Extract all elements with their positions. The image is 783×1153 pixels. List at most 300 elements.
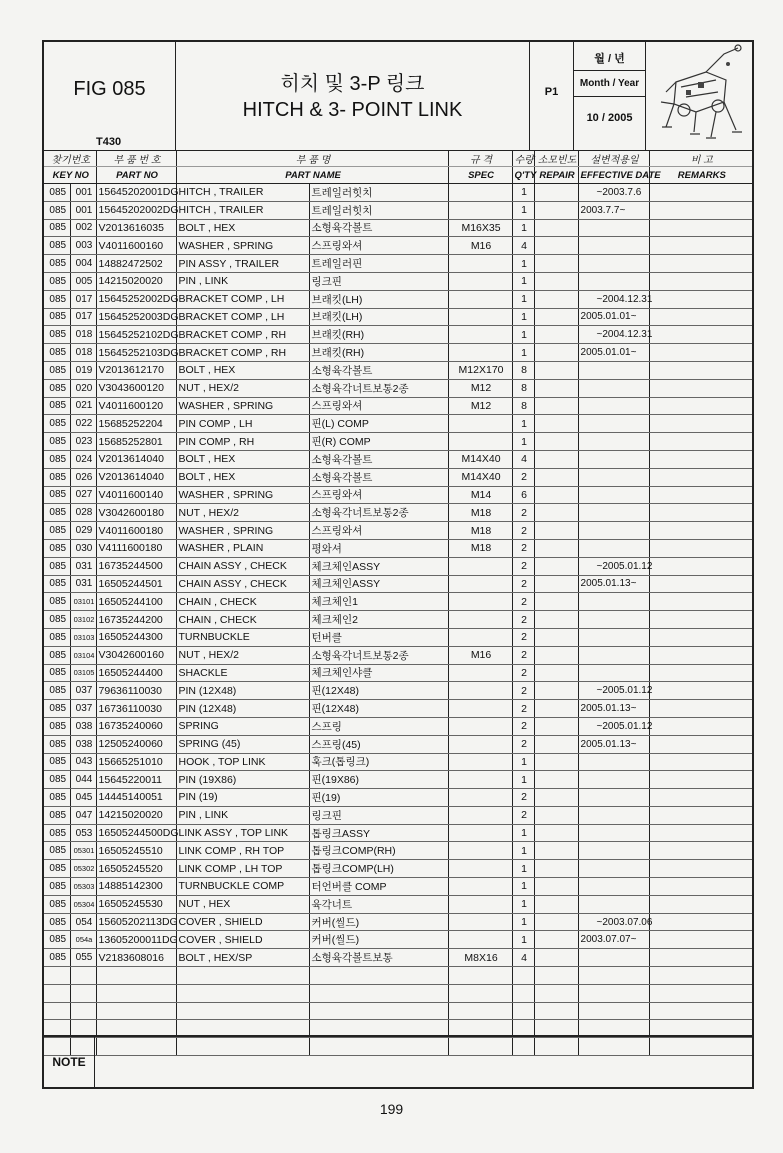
cell-fig: 085 bbox=[44, 895, 70, 913]
cell-name-ko: 트레일러힛치 bbox=[309, 201, 448, 219]
cell-key: 038 bbox=[70, 717, 96, 735]
cell-name-ko: 체크체인1 bbox=[309, 593, 448, 611]
cell-name-ko: 스프링와셔 bbox=[309, 522, 448, 540]
cell-key: 037 bbox=[70, 682, 96, 700]
cell-remarks bbox=[649, 806, 752, 824]
cell-qty: 1 bbox=[512, 895, 534, 913]
cell-spec bbox=[448, 789, 512, 807]
cell-name-ko: 소형육각너트보통2종 bbox=[309, 646, 448, 664]
cell-qty: 2 bbox=[512, 646, 534, 664]
cell-name-ko: 핀(19X86) bbox=[309, 771, 448, 789]
table-row bbox=[44, 201, 752, 219]
blank-cell bbox=[70, 984, 96, 1002]
date-label-korean: 월 / 년 bbox=[594, 53, 625, 65]
table-row bbox=[44, 433, 752, 451]
cell-part-no: 16735244200 bbox=[96, 611, 176, 629]
cell-qty: 2 bbox=[512, 611, 534, 629]
cell-spec: M8X16 bbox=[448, 949, 512, 967]
table-row bbox=[44, 700, 752, 718]
cell-spec bbox=[448, 326, 512, 344]
cell-name-en: SHACKLE bbox=[176, 664, 309, 682]
table-row bbox=[44, 931, 752, 949]
cell-name-ko: 소형육각볼트 bbox=[309, 219, 448, 237]
cell-part-no: 14215020020 bbox=[96, 806, 176, 824]
table-row bbox=[44, 468, 752, 486]
cell-qty: 1 bbox=[512, 433, 534, 451]
col-spec-en: SPEC bbox=[448, 167, 512, 184]
cell-repair bbox=[534, 593, 578, 611]
cell-name-ko: 브래킷(RH) bbox=[309, 344, 448, 362]
cell-fig: 085 bbox=[44, 272, 70, 290]
cell-spec: M16X35 bbox=[448, 219, 512, 237]
cell-spec: M14 bbox=[448, 486, 512, 504]
cell-part-no: V4011600140 bbox=[96, 486, 176, 504]
cell-key: 053 bbox=[70, 824, 96, 842]
cell-remarks bbox=[649, 860, 752, 878]
cell-repair bbox=[534, 237, 578, 255]
page-cell bbox=[530, 42, 574, 150]
cell-name-ko: 체크체인ASSY bbox=[309, 557, 448, 575]
blank-cell bbox=[176, 984, 309, 1002]
cell-effective-date bbox=[578, 860, 649, 878]
hitch-drawing-icon bbox=[646, 42, 752, 146]
cell-fig: 085 bbox=[44, 201, 70, 219]
cell-qty: 2 bbox=[512, 682, 534, 700]
cell-fig: 085 bbox=[44, 575, 70, 593]
cell-remarks bbox=[649, 201, 752, 219]
cell-spec bbox=[448, 931, 512, 949]
cell-spec bbox=[448, 344, 512, 362]
cell-name-ko: 스프링와셔 bbox=[309, 237, 448, 255]
cell-part-no: 15605202113DG bbox=[96, 913, 176, 931]
col-repair-ko: 소모빈도 bbox=[534, 150, 578, 167]
cell-name-ko: 소형육각볼트보통 bbox=[309, 949, 448, 967]
cell-part-no: 16505245510 bbox=[96, 842, 176, 860]
cell-remarks bbox=[649, 895, 752, 913]
cell-qty: 2 bbox=[512, 664, 534, 682]
cell-remarks bbox=[649, 557, 752, 575]
cell-qty: 1 bbox=[512, 290, 534, 308]
cell-part-no: 16736110030 bbox=[96, 700, 176, 718]
cell-fig: 085 bbox=[44, 379, 70, 397]
model-name: T430 bbox=[96, 136, 122, 148]
cell-name-ko: 스프링 bbox=[309, 717, 448, 735]
cell-spec bbox=[448, 806, 512, 824]
cell-name-en: HITCH , TRAILER bbox=[176, 201, 309, 219]
cell-effective-date bbox=[578, 753, 649, 771]
cell-name-en: HOOK , TOP LINK bbox=[176, 753, 309, 771]
cell-part-no: V2013614040 bbox=[96, 450, 176, 468]
cell-qty: 1 bbox=[512, 824, 534, 842]
cell-effective-date bbox=[578, 789, 649, 807]
cell-qty: 4 bbox=[512, 237, 534, 255]
cell-name-en: COVER , SHIELD bbox=[176, 931, 309, 949]
cell-name-ko: 소형육각너트보통2종 bbox=[309, 504, 448, 522]
cell-key: 001 bbox=[70, 184, 96, 202]
cell-remarks bbox=[649, 593, 752, 611]
cell-repair bbox=[534, 611, 578, 629]
cell-remarks bbox=[649, 379, 752, 397]
cell-effective-date: ~2005.01.12 bbox=[578, 557, 649, 575]
cell-spec bbox=[448, 201, 512, 219]
cell-name-en: BOLT , HEX/SP bbox=[176, 949, 309, 967]
cell-spec bbox=[448, 824, 512, 842]
cell-spec bbox=[448, 878, 512, 896]
cell-qty: 1 bbox=[512, 753, 534, 771]
cell-effective-date bbox=[578, 539, 649, 557]
table-row bbox=[44, 450, 752, 468]
cell-key: 031 bbox=[70, 575, 96, 593]
cell-name-en: COVER , SHIELD bbox=[176, 913, 309, 931]
cell-spec bbox=[448, 700, 512, 718]
blank-row bbox=[44, 1002, 752, 1020]
cell-part-no: 15685252801 bbox=[96, 433, 176, 451]
blank-cell bbox=[649, 1002, 752, 1020]
cell-qty: 2 bbox=[512, 522, 534, 540]
cell-key: 054a bbox=[70, 931, 96, 949]
cell-name-en: CHAIN ASSY , CHECK bbox=[176, 557, 309, 575]
cell-key: 03105 bbox=[70, 664, 96, 682]
cell-key: 003 bbox=[70, 237, 96, 255]
title-cell bbox=[176, 42, 530, 150]
blank-cell bbox=[70, 967, 96, 985]
table-row bbox=[44, 682, 752, 700]
cell-qty: 4 bbox=[512, 450, 534, 468]
cell-qty: 2 bbox=[512, 504, 534, 522]
cell-name-en: NUT , HEX/2 bbox=[176, 379, 309, 397]
blank-cell bbox=[44, 984, 70, 1002]
cell-effective-date bbox=[578, 379, 649, 397]
cell-qty: 1 bbox=[512, 308, 534, 326]
cell-fig: 085 bbox=[44, 433, 70, 451]
cell-effective-date bbox=[578, 593, 649, 611]
cell-remarks bbox=[649, 949, 752, 967]
cell-name-en: BOLT , HEX bbox=[176, 468, 309, 486]
cell-name-ko: 핀(L) COMP bbox=[309, 415, 448, 433]
cell-part-no: 15645252003DG bbox=[96, 308, 176, 326]
cell-effective-date: ~2005.01.12 bbox=[578, 682, 649, 700]
cell-name-en: PIN COMP , LH bbox=[176, 415, 309, 433]
cell-part-no: V4011600120 bbox=[96, 397, 176, 415]
cell-repair bbox=[534, 753, 578, 771]
cell-key: 022 bbox=[70, 415, 96, 433]
blank-cell bbox=[176, 1002, 309, 1020]
cell-remarks bbox=[649, 468, 752, 486]
note-section bbox=[44, 1035, 752, 1087]
cell-key: 03102 bbox=[70, 611, 96, 629]
cell-key: 038 bbox=[70, 735, 96, 753]
cell-qty: 2 bbox=[512, 717, 534, 735]
cell-fig: 085 bbox=[44, 628, 70, 646]
cell-remarks bbox=[649, 522, 752, 540]
cell-key: 03101 bbox=[70, 593, 96, 611]
col-key-en: KEY NO bbox=[44, 167, 96, 184]
cell-repair bbox=[534, 433, 578, 451]
table-row bbox=[44, 290, 752, 308]
cell-fig: 085 bbox=[44, 806, 70, 824]
table-row bbox=[44, 717, 752, 735]
table-row bbox=[44, 593, 752, 611]
cell-effective-date: ~2003.07.06 bbox=[578, 913, 649, 931]
cell-name-en: LINK COMP , LH TOP bbox=[176, 860, 309, 878]
cell-spec: M12 bbox=[448, 397, 512, 415]
cell-fig: 085 bbox=[44, 735, 70, 753]
col-eff-ko: 설변적용일 bbox=[578, 150, 649, 167]
cell-remarks bbox=[649, 717, 752, 735]
cell-spec bbox=[448, 611, 512, 629]
cell-name-en: PIN (12X48) bbox=[176, 700, 309, 718]
cell-name-en: BRACKET COMP , LH bbox=[176, 290, 309, 308]
cell-repair bbox=[534, 771, 578, 789]
cell-key: 021 bbox=[70, 397, 96, 415]
col-partname-en: PART NAME bbox=[176, 167, 448, 184]
cell-spec bbox=[448, 272, 512, 290]
cell-fig: 085 bbox=[44, 789, 70, 807]
cell-key: 019 bbox=[70, 361, 96, 379]
cell-remarks bbox=[649, 326, 752, 344]
blank-cell bbox=[578, 967, 649, 985]
cell-name-ko: 육각너트 bbox=[309, 895, 448, 913]
table-row bbox=[44, 771, 752, 789]
cell-part-no: V2013616035 bbox=[96, 219, 176, 237]
table-row bbox=[44, 878, 752, 896]
cell-effective-date bbox=[578, 771, 649, 789]
cell-name-en: BRACKET COMP , RH bbox=[176, 326, 309, 344]
cell-qty: 1 bbox=[512, 878, 534, 896]
cell-repair bbox=[534, 806, 578, 824]
cell-key: 017 bbox=[70, 308, 96, 326]
cell-fig: 085 bbox=[44, 237, 70, 255]
cell-qty: 2 bbox=[512, 628, 534, 646]
cell-key: 03103 bbox=[70, 628, 96, 646]
cell-key: 043 bbox=[70, 753, 96, 771]
cell-qty: 1 bbox=[512, 842, 534, 860]
cell-key: 054 bbox=[70, 913, 96, 931]
cell-effective-date bbox=[578, 237, 649, 255]
cell-name-en: PIN , LINK bbox=[176, 806, 309, 824]
cell-spec bbox=[448, 682, 512, 700]
cell-effective-date bbox=[578, 949, 649, 967]
cell-key: 045 bbox=[70, 789, 96, 807]
col-eff-en: EFFECTIVE DATE bbox=[578, 167, 649, 184]
cell-spec bbox=[448, 860, 512, 878]
page-number: 199 bbox=[379, 1101, 404, 1117]
title-english: HITCH & 3- POINT LINK bbox=[242, 99, 463, 121]
blank-cell bbox=[534, 1002, 578, 1020]
blank-cell bbox=[512, 967, 534, 985]
cell-qty: 1 bbox=[512, 201, 534, 219]
cell-remarks bbox=[649, 504, 752, 522]
date-cell bbox=[574, 42, 646, 150]
cell-remarks bbox=[649, 361, 752, 379]
cell-repair bbox=[534, 895, 578, 913]
cell-fig: 085 bbox=[44, 361, 70, 379]
cell-remarks bbox=[649, 735, 752, 753]
cell-key: 001 bbox=[70, 201, 96, 219]
cell-key: 024 bbox=[70, 450, 96, 468]
cell-key: 004 bbox=[70, 255, 96, 273]
cell-repair bbox=[534, 255, 578, 273]
cell-remarks bbox=[649, 682, 752, 700]
blank-cell bbox=[309, 1002, 448, 1020]
cell-key: 044 bbox=[70, 771, 96, 789]
cell-fig: 085 bbox=[44, 646, 70, 664]
cell-key: 023 bbox=[70, 433, 96, 451]
cell-remarks bbox=[649, 611, 752, 629]
cell-fig: 085 bbox=[44, 184, 70, 202]
cell-qty: 2 bbox=[512, 575, 534, 593]
cell-spec: M18 bbox=[448, 539, 512, 557]
cell-spec bbox=[448, 593, 512, 611]
cell-part-no: 16505245520 bbox=[96, 860, 176, 878]
cell-repair bbox=[534, 575, 578, 593]
table-row bbox=[44, 753, 752, 771]
table-row bbox=[44, 735, 752, 753]
cell-effective-date: 2005.01.01~ bbox=[578, 308, 649, 326]
cell-remarks bbox=[649, 255, 752, 273]
parts-table bbox=[44, 150, 752, 1056]
cell-fig: 085 bbox=[44, 468, 70, 486]
cell-name-ko: 소형육각볼트 bbox=[309, 450, 448, 468]
cell-repair bbox=[534, 504, 578, 522]
cell-part-no: 15645252102DG bbox=[96, 326, 176, 344]
table-row bbox=[44, 379, 752, 397]
cell-repair bbox=[534, 450, 578, 468]
cell-part-no: V3043600120 bbox=[96, 379, 176, 397]
blank-cell bbox=[649, 984, 752, 1002]
cell-effective-date bbox=[578, 611, 649, 629]
cell-spec: M18 bbox=[448, 522, 512, 540]
cell-key: 031 bbox=[70, 557, 96, 575]
table-row bbox=[44, 646, 752, 664]
cell-qty: 2 bbox=[512, 593, 534, 611]
cell-qty: 1 bbox=[512, 415, 534, 433]
cell-name-ko: 링크핀 bbox=[309, 272, 448, 290]
blank-cell bbox=[512, 1002, 534, 1020]
cell-key: 037 bbox=[70, 700, 96, 718]
cell-part-no: V4011600180 bbox=[96, 522, 176, 540]
cell-name-en: PIN , LINK bbox=[176, 272, 309, 290]
cell-spec bbox=[448, 415, 512, 433]
cell-repair bbox=[534, 824, 578, 842]
table-row bbox=[44, 522, 752, 540]
cell-fig: 085 bbox=[44, 290, 70, 308]
cell-spec: M16 bbox=[448, 237, 512, 255]
cell-spec: M12X170 bbox=[448, 361, 512, 379]
cell-effective-date: 2005.01.13~ bbox=[578, 700, 649, 718]
cell-part-no: 16735244500 bbox=[96, 557, 176, 575]
cell-name-en: WASHER , SPRING bbox=[176, 486, 309, 504]
cell-repair bbox=[534, 789, 578, 807]
cell-name-en: PIN COMP , RH bbox=[176, 433, 309, 451]
cell-repair bbox=[534, 308, 578, 326]
cell-name-en: PIN (12X48) bbox=[176, 682, 309, 700]
cell-name-ko: 평와셔 bbox=[309, 539, 448, 557]
cell-repair bbox=[534, 931, 578, 949]
cell-name-en: SPRING (45) bbox=[176, 735, 309, 753]
cell-remarks bbox=[649, 486, 752, 504]
cell-fig: 085 bbox=[44, 860, 70, 878]
cell-repair bbox=[534, 664, 578, 682]
table-row bbox=[44, 557, 752, 575]
cell-remarks bbox=[649, 237, 752, 255]
cell-qty: 2 bbox=[512, 789, 534, 807]
cell-remarks bbox=[649, 397, 752, 415]
cell-name-en: WASHER , SPRING bbox=[176, 397, 309, 415]
cell-name-ko: 소형육각볼트 bbox=[309, 361, 448, 379]
cell-fig: 085 bbox=[44, 326, 70, 344]
cell-name-en: PIN ASSY , TRAILER bbox=[176, 255, 309, 273]
cell-name-en: CHAIN , CHECK bbox=[176, 593, 309, 611]
table-row bbox=[44, 255, 752, 273]
cell-qty: 1 bbox=[512, 184, 534, 202]
table-row bbox=[44, 611, 752, 629]
cell-effective-date: 2005.01.01~ bbox=[578, 344, 649, 362]
cell-part-no: 14882472502 bbox=[96, 255, 176, 273]
cell-spec: M14X40 bbox=[448, 450, 512, 468]
cell-spec bbox=[448, 308, 512, 326]
cell-part-no: 15685252204 bbox=[96, 415, 176, 433]
table-row bbox=[44, 789, 752, 807]
cell-part-no: V2013612170 bbox=[96, 361, 176, 379]
cell-name-en: BRACKET COMP , RH bbox=[176, 344, 309, 362]
cell-name-en: TURNBUCKLE COMP bbox=[176, 878, 309, 896]
cell-part-no: 16505244400 bbox=[96, 664, 176, 682]
cell-part-no: 15645252103DG bbox=[96, 344, 176, 362]
cell-repair bbox=[534, 522, 578, 540]
table-row bbox=[44, 219, 752, 237]
cell-repair bbox=[534, 468, 578, 486]
cell-spec bbox=[448, 255, 512, 273]
cell-remarks bbox=[649, 219, 752, 237]
cell-effective-date: 2003.07.07~ bbox=[578, 931, 649, 949]
cell-qty: 1 bbox=[512, 860, 534, 878]
table-row bbox=[44, 326, 752, 344]
cell-key: 005 bbox=[70, 272, 96, 290]
cell-effective-date: 2003.7.7~ bbox=[578, 201, 649, 219]
blank-cell bbox=[578, 1002, 649, 1020]
blank-cell bbox=[44, 967, 70, 985]
table-row bbox=[44, 913, 752, 931]
blank-cell bbox=[448, 1002, 512, 1020]
cell-name-en: BOLT , HEX bbox=[176, 450, 309, 468]
blank-cell bbox=[512, 984, 534, 1002]
cell-name-en: NUT , HEX/2 bbox=[176, 504, 309, 522]
cell-part-no: 14215020020 bbox=[96, 272, 176, 290]
blank-row bbox=[44, 984, 752, 1002]
cell-spec bbox=[448, 717, 512, 735]
cell-name-ko: 턴버클 bbox=[309, 628, 448, 646]
cell-name-en: SPRING bbox=[176, 717, 309, 735]
cell-qty: 1 bbox=[512, 913, 534, 931]
cell-name-ko: 커버(씰드) bbox=[309, 931, 448, 949]
col-partno-ko: 부 품 번 호 bbox=[96, 150, 176, 167]
cell-remarks bbox=[649, 539, 752, 557]
cell-qty: 4 bbox=[512, 949, 534, 967]
cell-key: 018 bbox=[70, 326, 96, 344]
cell-name-en: NUT , HEX bbox=[176, 895, 309, 913]
cell-name-ko: 훅크(톱링크) bbox=[309, 753, 448, 771]
cell-remarks bbox=[649, 575, 752, 593]
table-row bbox=[44, 949, 752, 967]
cell-name-en: LINK COMP , RH TOP bbox=[176, 842, 309, 860]
cell-name-ko: 스프링(45) bbox=[309, 735, 448, 753]
blank-cell bbox=[96, 1002, 176, 1020]
cell-effective-date bbox=[578, 255, 649, 273]
cell-repair bbox=[534, 415, 578, 433]
cell-spec bbox=[448, 771, 512, 789]
cell-spec bbox=[448, 664, 512, 682]
